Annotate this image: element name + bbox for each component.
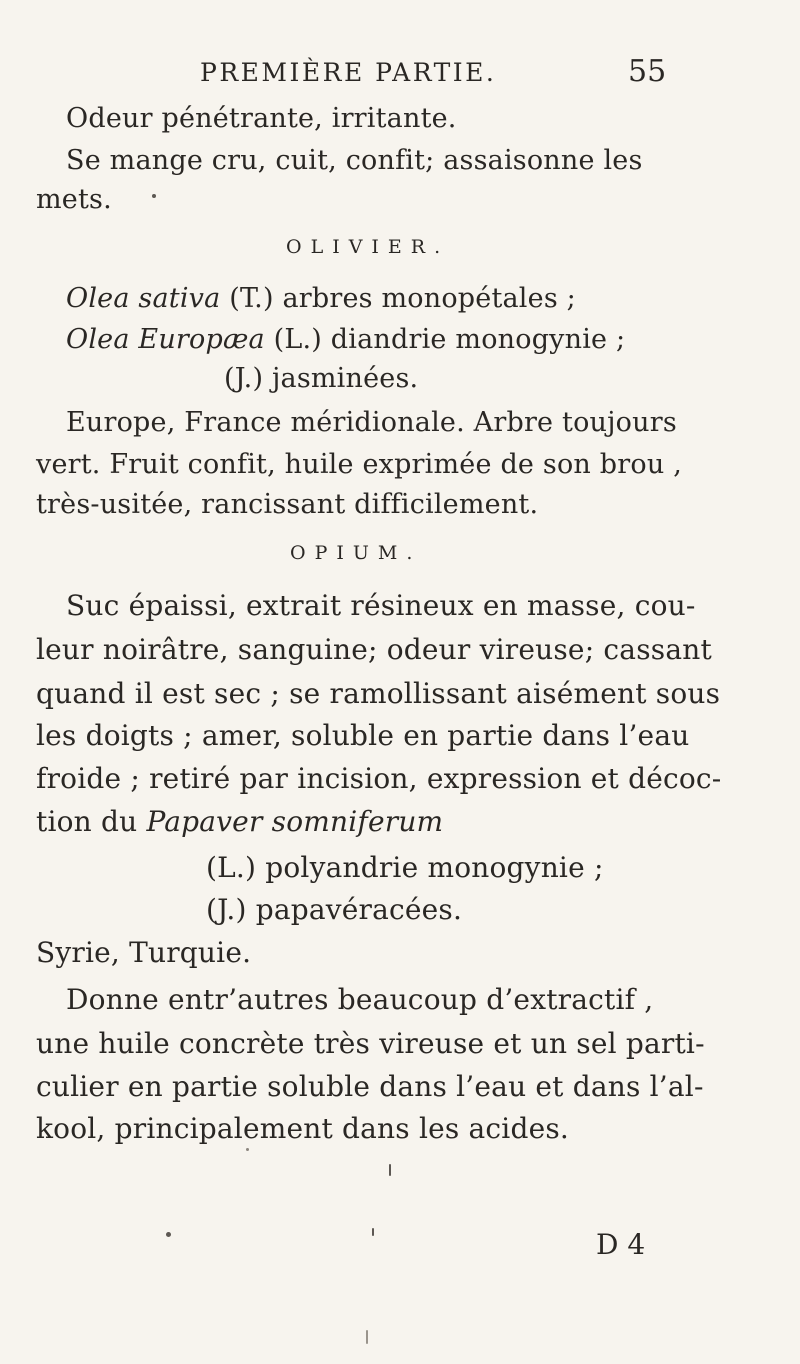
olivier-tournefort-line bbox=[66, 283, 576, 315]
paper-speck bbox=[152, 194, 156, 198]
opium-linnaeus-line: (L.) polyandrie monogynie ; bbox=[206, 851, 604, 884]
paper-speck bbox=[166, 1232, 171, 1237]
paper-speck bbox=[372, 1228, 374, 1236]
opium-yield-line-1: Donne entr’autres beaucoup d’extractif , bbox=[66, 983, 654, 1016]
opium-jussieu-line: (J.) papavéracées. bbox=[206, 893, 463, 926]
section-title-opium: OPIUM. bbox=[290, 542, 422, 564]
intro-line-3: mets. bbox=[36, 184, 112, 215]
olivier-jussieu-line: (J.) jasminées. bbox=[224, 363, 419, 394]
paper-speck bbox=[366, 1330, 368, 1344]
intro-line-1: Odeur pénétrante, irritante. bbox=[66, 103, 457, 134]
running-title: PREMIÈRE PARTIE. bbox=[200, 58, 497, 87]
intro-line-2: Se mange cru, cuit, confit; assaisonne les bbox=[66, 145, 643, 176]
paper-speck bbox=[389, 1164, 391, 1176]
opium-desc-line-1: Suc épaissi, extrait résineux en masse, cou- bbox=[66, 589, 696, 622]
olivier-tournefort-species: Olea sativa bbox=[66, 283, 221, 314]
opium-desc-line-6-prefix: tion du bbox=[36, 805, 147, 838]
olivier-desc-line-2: vert. Fruit confit, huile exprimée de son brou , bbox=[36, 449, 682, 480]
opium-desc-line-6 bbox=[36, 806, 443, 838]
section-title-olivier: OLIVIER. bbox=[286, 236, 450, 258]
opium-species: Papaver somniferum bbox=[146, 805, 444, 838]
olivier-desc-line-3: très-usitée, rancissant difficilement. bbox=[36, 489, 539, 520]
olivier-tournefort-classification: (T.) arbres monopétales ; bbox=[220, 283, 576, 314]
olivier-linnaeus-species: Olea Europæa bbox=[66, 324, 265, 355]
opium-yield-line-3: culier en partie soluble dans l’eau et dans l’al- bbox=[36, 1070, 704, 1103]
opium-desc-line-5: froide ; retiré par incision, expression et décoc- bbox=[36, 762, 722, 795]
opium-origin-line: Syrie, Turquie. bbox=[36, 936, 252, 969]
opium-desc-line-2: leur noirâtre, sanguine; odeur vireuse; cassant bbox=[36, 633, 712, 666]
signature-mark: D 4 bbox=[596, 1228, 646, 1261]
olivier-linnaeus-classification: (L.) diandrie monogynie ; bbox=[264, 324, 626, 355]
olivier-desc-line-1: Europe, France méridionale. Arbre toujours bbox=[66, 407, 677, 438]
paper-speck bbox=[246, 1148, 249, 1151]
olivier-linnaeus-line bbox=[66, 324, 625, 356]
page-number: 55 bbox=[628, 54, 667, 89]
opium-yield-line-2: une huile concrète très vireuse et un sel parti- bbox=[36, 1027, 705, 1060]
opium-desc-line-4: les doigts ; amer, soluble en partie dans l’eau bbox=[36, 719, 690, 752]
opium-yield-line-4: kool, principalement dans les acides. bbox=[36, 1112, 570, 1145]
opium-desc-line-3: quand il est sec ; se ramollissant aisément sous bbox=[36, 677, 721, 710]
